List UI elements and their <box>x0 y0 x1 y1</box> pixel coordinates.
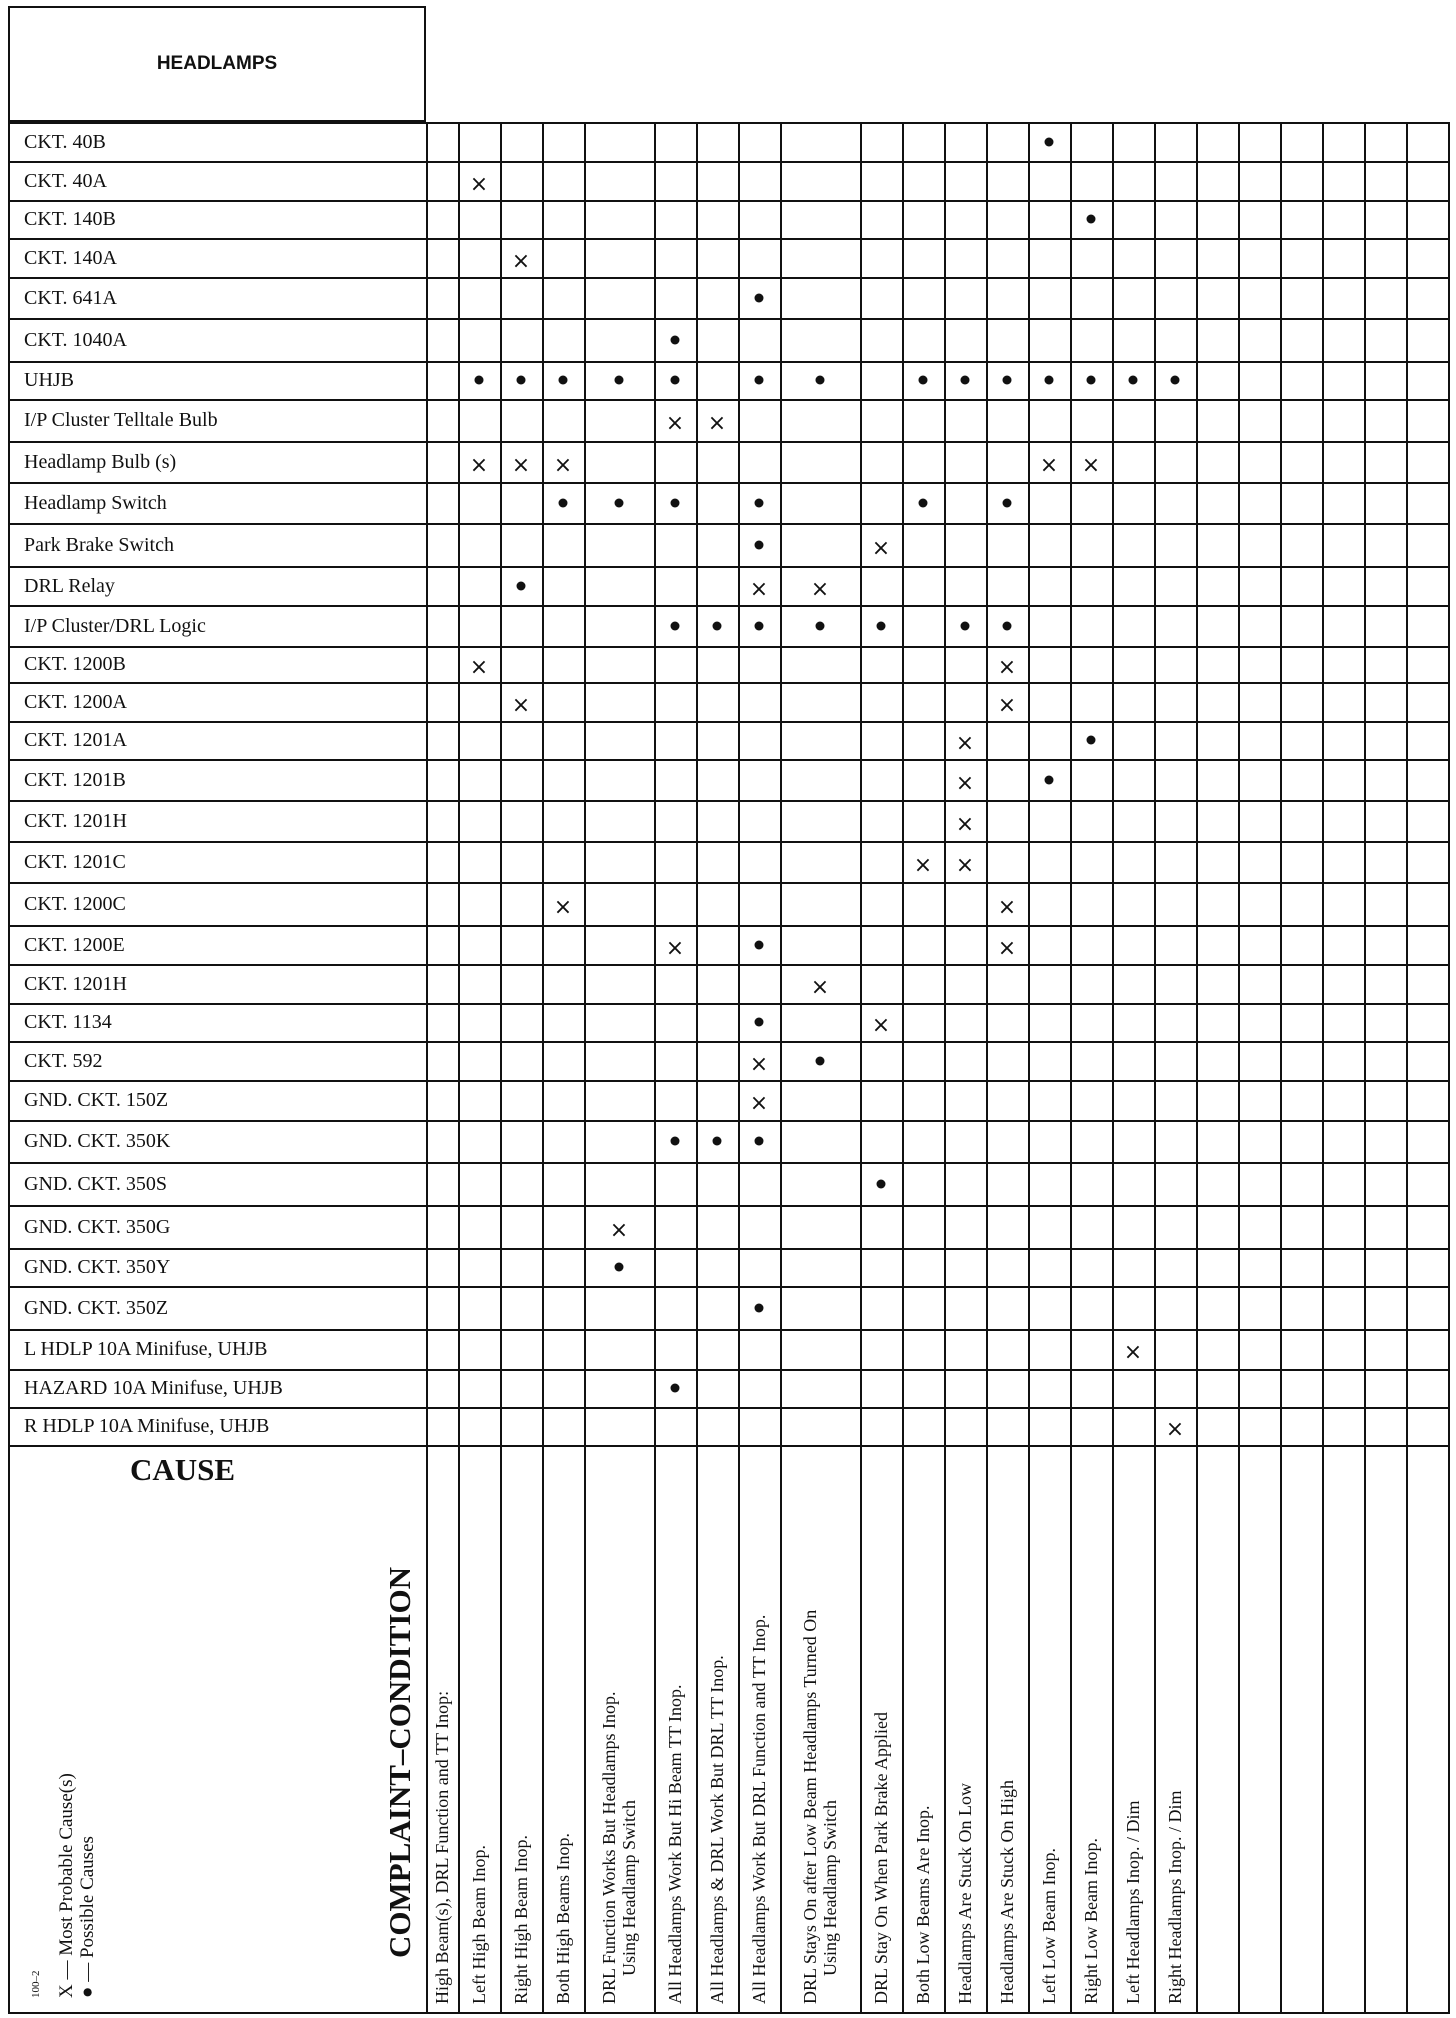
most-probable-mark: × <box>469 171 489 197</box>
condition-label-line: Left Headlamps Inop. / Dim <box>1123 1800 1143 2004</box>
row-label: UHJB <box>24 369 75 391</box>
most-probable-mark: × <box>997 935 1017 961</box>
row-label: DRL Relay <box>24 574 115 597</box>
condition-label-line: Headlamps Are Stuck On Low <box>955 1783 975 2004</box>
row-label: I/P Cluster/DRL Logic <box>24 614 206 637</box>
condition-label-line: Both Low Beams Are Inop. <box>913 1805 933 2004</box>
most-probable-mark: × <box>997 894 1017 920</box>
row-label: Headlamp Switch <box>24 491 167 514</box>
most-probable-mark: × <box>1123 1340 1143 1365</box>
condition-label-line: Headlamps Are Stuck On High <box>997 1780 1017 2004</box>
row-label: CKT. 1200B <box>24 653 126 675</box>
most-probable-mark: × <box>913 852 933 878</box>
row-label: CKT. 1200A <box>24 690 127 713</box>
row-label: CKT. 140B <box>24 208 116 230</box>
legend-code: 100–2 <box>30 1970 42 1998</box>
condition-label-line: DRL Stays On after Low Beam Headlamps Turned On <box>800 1609 820 2004</box>
most-probable-mark: × <box>511 692 531 718</box>
condition-label-line: Left Low Beam Inop. <box>1039 1848 1059 2004</box>
row-label: CKT. 40A <box>24 169 107 192</box>
row-label: Headlamp Bulb (s) <box>24 450 177 473</box>
row-label: CKT. 40B <box>24 130 106 153</box>
row-label: CKT. 1201B <box>24 768 126 791</box>
most-probable-mark: × <box>955 852 975 878</box>
legend-possible: ● — Possible Causes <box>77 1836 98 1998</box>
most-probable-mark: × <box>1039 452 1059 478</box>
most-probable-mark: × <box>997 692 1017 718</box>
most-probable-mark: × <box>511 452 531 478</box>
most-probable-mark: × <box>553 452 573 478</box>
condition-label-line: Both High Beams Inop. <box>553 1833 573 2004</box>
row-label: GND. CKT. 350Y <box>24 1256 171 1278</box>
most-probable-mark: × <box>1081 452 1101 478</box>
complaint-condition-heading: COMPLAINT–CONDITION <box>382 1567 417 1958</box>
row-label: CKT. 1201H <box>24 972 127 995</box>
row-label: CKT. 1201A <box>24 729 127 751</box>
most-probable-mark: × <box>553 894 573 920</box>
row-label: Park Brake Switch <box>24 533 174 556</box>
row-label: GND. CKT. 350S <box>24 1172 167 1195</box>
row-label: CKT. 1200C <box>24 892 126 915</box>
most-probable-mark: × <box>707 411 727 436</box>
row-label: GND. CKT. 150Z <box>24 1089 169 1111</box>
condition-label-line: All Headlamps Work But Hi Beam TT Inop. <box>665 1684 685 2004</box>
row-label: GND. CKT. 350K <box>24 1130 171 1152</box>
most-probable-mark: × <box>469 452 489 478</box>
most-probable-mark: × <box>997 655 1017 680</box>
condition-label-line: DRL Function Works But Headlamps Inop. <box>599 1691 619 2004</box>
most-probable-mark: × <box>511 248 531 274</box>
chart-title: HEADLAMPS <box>156 53 278 74</box>
row-label: GND. CKT. 350G <box>24 1215 171 1238</box>
condition-label-line: DRL Stay On When Park Brake Applied <box>871 1712 891 2004</box>
condition-label-line: High Beam(s), DRL Function and TT Inop: <box>432 1690 452 2004</box>
most-probable-mark: × <box>609 1217 629 1243</box>
legend-most-probable: X — Most Probable Cause(s) <box>56 1773 77 1998</box>
row-label: CKT. 1200E <box>24 933 125 956</box>
row-label: CKT. 1201C <box>24 850 126 873</box>
title-box <box>8 6 426 122</box>
row-label: CKT. 641A <box>24 286 117 309</box>
row-label: CKT. 140A <box>24 246 117 269</box>
most-probable-mark: × <box>810 576 830 602</box>
most-probable-mark: × <box>810 974 830 1000</box>
most-probable-mark: × <box>749 1091 769 1116</box>
row-label: HAZARD 10A Minifuse, UHJB <box>24 1377 283 1399</box>
most-probable-mark: × <box>871 1013 891 1038</box>
condition-label-line: Right High Beam Inop. <box>511 1835 531 2004</box>
condition-label-line: All Headlamps Work But DRL Function and TT Inop. <box>749 1614 769 2004</box>
most-probable-mark: × <box>469 655 489 680</box>
condition-label-line: Using Headlamp Switch <box>820 1800 840 1976</box>
condition-label-line: Right Headlamps Inop. / Dim <box>1165 1790 1185 2004</box>
condition-label-line: Left High Beam Inop. <box>469 1845 489 2004</box>
row-label: R HDLP 10A Minifuse, UHJB <box>24 1415 270 1437</box>
condition-label-line: Using Headlamp Switch <box>619 1800 639 1976</box>
row-label: GND. CKT. 350Z <box>24 1296 169 1319</box>
most-probable-mark: × <box>749 1051 769 1077</box>
row-label: CKT. 592 <box>24 1049 103 1072</box>
most-probable-mark: × <box>665 411 685 436</box>
most-probable-mark: × <box>955 731 975 756</box>
most-probable-mark: × <box>1165 1417 1185 1442</box>
grid-outer-border <box>8 122 1450 2014</box>
row-label: I/P Cluster Telltale Bulb <box>24 409 218 431</box>
most-probable-mark: × <box>665 935 685 961</box>
most-probable-mark: × <box>955 811 975 837</box>
condition-label-line: All Headlamps & DRL Work But DRL TT Inop. <box>707 1655 727 2004</box>
row-label: CKT. 1040A <box>24 328 127 351</box>
most-probable-mark: × <box>871 535 891 561</box>
row-label: CKT. 1201H <box>24 809 127 832</box>
condition-label-line: Right Low Beam Inop. <box>1081 1838 1101 2004</box>
row-label: L HDLP 10A Minifuse, UHJB <box>24 1338 268 1360</box>
most-probable-mark: × <box>749 576 769 602</box>
row-label: CKT. 1134 <box>24 1011 112 1033</box>
cause-heading: CAUSE <box>130 1452 236 1487</box>
most-probable-mark: × <box>955 770 975 796</box>
